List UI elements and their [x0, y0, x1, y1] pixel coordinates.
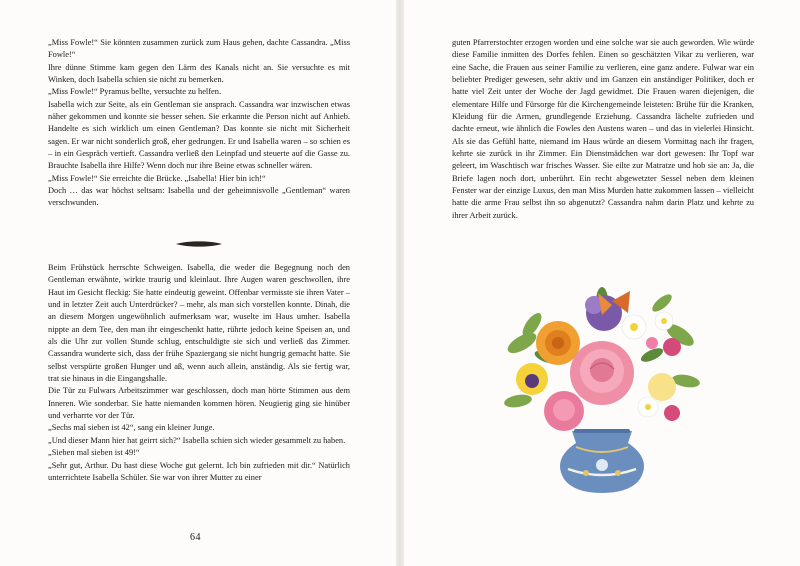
paragraph: „Miss Fowle!“ Sie könnten zusammen zurück zum Haus gehen, dachte Cassandra. „Miss Fowle!“: [48, 38, 350, 60]
paragraph: „Und dieser Mann hier hat geirrt sich?“ Isabella schien sich wieder gesammelt zu haben.: [48, 435, 346, 445]
right-top-text: [452, 37, 754, 222]
paragraph: „Sehr gut, Arthur. Du hast diese Woche gut gelernt. Ich bin zufrieden mit dir.“ Natürlich unterrichtete Isabella Schüler. Sie war von ihrer Mutter zu einer: [48, 460, 350, 482]
paragraph: Isabella wich zur Seite, als ein Gentleman sie ansprach. Cassandra war inzwischen etwas näher gekommen und konnte sie besser sehen. Sie erkannte die Person nicht auf Anhieb. Handelte es sich wirklich um einen Gentleman? Das konnte sie nicht mit Sicherheit sagen. Er war nicht sonderlich groß, eher gedrungen. Er und Isabella waren – so schien es – in ein Gespräch vertieft. Cassandra verließ den Leinpfad und steuerte auf die Gasse zu. Brauchte Isabella ihre Hilfe? Wenn doch nur ihre Beine etwas schneller wären.: [48, 99, 350, 171]
paragraph: „Sechs mal sieben ist 42“, sang ein kleiner Junge.: [48, 423, 215, 433]
paragraph: guten Pfarrerstochter erzogen worden und eine solche war sie auch geworden. Wie würde diese Familie inmitten des Dorfes fehlen. Einen so geschätzten Vikar zu verlieren, war eine Sache, die Frauen aus seiner Familie zu verlieren, eine ganz andere. Fulwar war ein beliebter Prediger gewesen, sehr aktiv und im Ganzen ein anständiger Politiker, doch er hatte viel Zeit unter der Woche der Jagd gewidmet. Die Frauen waren diejenigen, die elementare Hilfe und Fürsorge für die Kirchengemeinde leisteten: Brühe für die Kranken, Kleidung für die Armen, grundlegende Erziehung. Cassandra lächelte zufrieden und dachte erneut, wie ähnlich die Fowles den Austens waren – und das in vielerlei Hinsicht. Als sie das Gefühl hatte, niemand im Haus würde an diesem Vormittag nach ihr fragen, kehrte sie zurück in ihr Zimmer. Ein Dienstmädchen war dort gewesen: Ihr Topf war geleert, im Waschtisch war frisches Wasser. Sie eilte zur Matratze und hob sie an: Ja, die Briefe lagen noch dort, unberührt. Ein recht abgewetzter Sessel neben dem kleinen Fenster war der einzige Luxus, den man Miss Murden hatte zukommen lassen – vielleicht hatte die arme Frau selbst ihn so abgenutzt? Cassandra nahm darin Platz und kehrte zu ihrer Arbeit zurück.: [452, 38, 754, 220]
page-number: 64: [190, 532, 201, 543]
paragraph: Ihre dünne Stimme kam gegen den Lärm des Kanals nicht an. Sie versuchte es mit Winken, doch Isabella schien sie nicht zu bemerken.: [48, 62, 350, 85]
paragraph: „Miss Fowle!“ Sie erreichte die Brücke. „Isabella! Hier bin ich!“: [48, 173, 266, 183]
paragraph: „Miss Fowle!“ Pyramus bellte, versuchte zu helfen.: [48, 87, 222, 97]
left-bottom-text: [48, 262, 350, 484]
paragraph: Die Tür zu Fulwars Arbeitszimmer war geschlossen, doch man hörte Stimmen aus dem Inneren. Wie sonderbar. Sie hatte niemanden kommen hören. Neugierig ging sie hinüber und verharrte vor der Tür.: [48, 386, 350, 421]
book-gutter: [396, 0, 404, 566]
bouquet-illustration: [502, 283, 702, 495]
paragraph: „Sieben mal sieben ist 49!“: [48, 448, 140, 458]
section-divider-ornament: [174, 239, 224, 249]
paragraph: Doch … das war höchst seltsam: Isabella und der geheimnisvolle „Gentleman“ waren verschwunden.: [48, 186, 350, 208]
left-top-text: [48, 37, 350, 210]
paragraph: Beim Frühstück herrschte Schweigen. Isabella, die weder die Begegnung noch den Gentleman erwähnte, wirkte traurig und kleinlaut. Ihre Augen waren geschwollen, ihre Haut im Gesicht fleckig: Sie hatte eindeutig geweint. Offenbar vermisste sie ihren Vater – und in letzter Zeit auch Unterdrücker? – mehr, als man sich vorstellen konnte. Dinah, die an diesem Morgen ungewöhnlich aufmerksam war, wuselte im Haus umher. Isabella nippte an dem Tee, den man ihr eingeschenkt hatte, rührte jedoch keine Speisen an, und als die Uhr zur vollen Stunde schlug, entschuldigte sie sich und verließ das Zimmer. Cassandra wunderte sich, dass der frühe Spaziergang sie nicht hungrig gemacht hatte. Sie selbst verspürte großen Hunger und aß, wenn auch allein, anständig. Als sie fertig war, trat sie hinaus in die Eingangshalle.: [48, 263, 350, 384]
